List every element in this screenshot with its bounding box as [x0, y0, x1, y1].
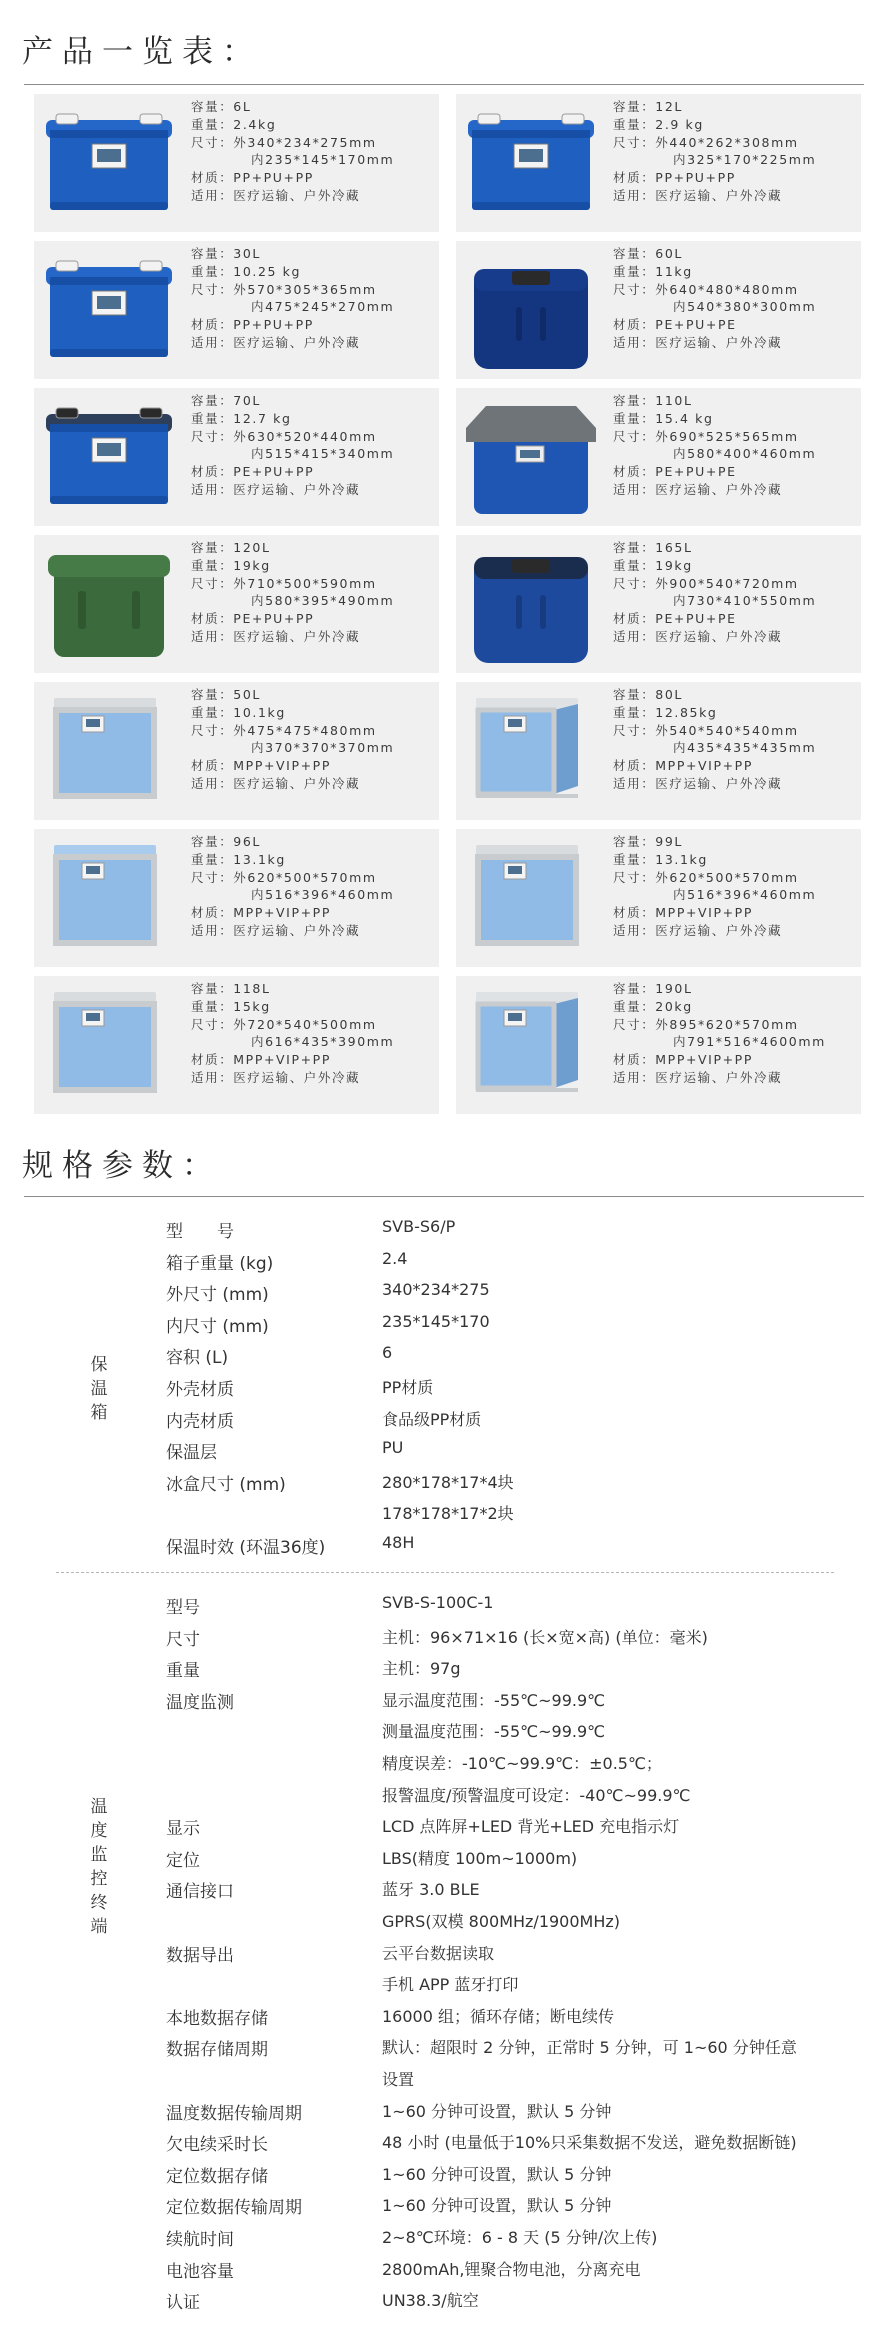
product-card: [34, 976, 439, 1114]
spec-capacity: 容量：118L: [191, 981, 271, 996]
product-spec-list: [191, 98, 394, 205]
spec-size-outer: 尺寸：外690*525*565mm: [613, 429, 799, 444]
spec-usage: 适用：医疗运输、户外冷藏: [613, 776, 783, 791]
spec-key: 欠电续采时长: [166, 2135, 268, 2156]
edge-tab: [0, 355, 30, 545]
spec-key: 尺寸: [166, 1629, 200, 1650]
spec-capacity: 容量：110L: [613, 393, 693, 408]
spec-size-outer: 尺寸：外640*480*480mm: [613, 282, 799, 297]
spec-material: 材质：PE+PU+PE: [613, 611, 737, 626]
spec-capacity: 容量：99L: [613, 834, 683, 849]
product-card: [34, 241, 439, 379]
spec-size-outer: 尺寸：外900*540*720mm: [613, 576, 799, 591]
spec-size-inner: 内516*396*460mm: [251, 887, 395, 902]
product-spec-list: [191, 539, 394, 646]
product-spec-list: [191, 833, 394, 940]
spec-key: 定位: [166, 1850, 200, 1871]
spec-weight: 重量：2.9 kg: [613, 117, 704, 132]
spec-key: 型号: [166, 1598, 200, 1618]
spec-key: 数据存储周期: [166, 2040, 268, 2061]
group-label-char: 监: [90, 1845, 108, 1865]
spec-value: 测量温度范围：-55℃~99.9℃: [382, 1722, 606, 1742]
spec-value: GPRS(双模 800MHz/1900MHz): [382, 1912, 621, 1931]
spec-value: 默认：超限时 2 分钟，正常时 5 分钟，可 1~60 分钟任意: [382, 2038, 797, 2058]
spec-capacity: 容量：50L: [191, 687, 261, 702]
spec-weight: 重量：15kg: [191, 999, 271, 1014]
spec-key: 显示: [166, 1819, 200, 1840]
spec-usage: 适用：医疗运输、户外冷藏: [191, 335, 361, 350]
spec-weight: 重量：13.1kg: [191, 852, 286, 867]
spec-size-inner: 内325*170*225mm: [673, 152, 817, 167]
spec-key: 本地数据存储: [166, 2008, 268, 2029]
spec-value: 1~60 分钟可设置，默认 5 分钟: [382, 2101, 612, 2121]
spec-value: 云平台数据读取: [382, 1943, 495, 1963]
spec-capacity: 容量：70L: [191, 393, 261, 408]
spec-key: 内壳材质: [166, 1411, 234, 1432]
product-card: [456, 94, 861, 232]
product-spec-list: [613, 392, 816, 499]
product-spec-list: [613, 833, 816, 940]
spec-value: 2.4: [382, 1248, 408, 1268]
cooler-box-image: [456, 829, 606, 967]
cooler-box-image: [34, 535, 184, 673]
cooler-box-image: [456, 241, 606, 379]
spec-value: 设置: [382, 2070, 415, 2089]
spec-key: 数据导出: [166, 1945, 234, 1966]
spec-value: 主机：96×71×16 (长×宽×高) (单位：毫米): [382, 1627, 708, 1647]
spec-capacity: 容量：96L: [191, 834, 261, 849]
spec-weight: 重量：20kg: [613, 999, 693, 1014]
spec-value: 340*234*275: [382, 1280, 490, 1300]
product-spec-list: [613, 245, 816, 352]
cooler-box-image: [34, 241, 184, 379]
spec-capacity: 容量：165L: [613, 540, 693, 555]
spec-size-inner: 内580*400*460mm: [673, 446, 817, 461]
spec-value: LBS(精度 100m~1000m): [382, 1848, 578, 1868]
spec-size-outer: 尺寸：外475*475*480mm: [191, 723, 377, 738]
group-label-char: 箱: [90, 1403, 108, 1423]
spec-value: 1~60 分钟可设置，默认 5 分钟: [382, 2164, 612, 2184]
cooler-box-image: [34, 94, 184, 232]
spec-usage: 适用：医疗运输、户外冷藏: [191, 188, 361, 203]
cooler-box-image: [34, 682, 184, 820]
spec-value: 235*145*170: [382, 1311, 490, 1331]
product-spec-list: [191, 245, 394, 352]
spec-material: 材质：MPP+VIP+PP: [613, 905, 753, 920]
spec-size-outer: 尺寸：外570*305*365mm: [191, 282, 377, 297]
spec-material: 材质：PP+PU+PP: [191, 317, 314, 332]
spec-usage: 适用：医疗运输、户外冷藏: [613, 923, 783, 938]
product-card: [34, 682, 439, 820]
spec-size-outer: 尺寸：外340*234*275mm: [191, 135, 377, 150]
spec-size-inner: 内580*395*490mm: [251, 593, 395, 608]
product-card: [456, 976, 861, 1114]
spec-value: 食品级PP材质: [382, 1409, 482, 1429]
spec-material: 材质：PP+PU+PP: [613, 170, 736, 185]
spec-weight: 重量：11kg: [613, 264, 693, 279]
spec-key: 电池容量: [166, 2261, 234, 2282]
product-card: [456, 388, 861, 526]
spec-material: 材质：MPP+VIP+PP: [191, 758, 331, 773]
cooler-box-image: [34, 388, 184, 526]
spec-weight: 重量：19kg: [191, 558, 271, 573]
cooler-box-image: [34, 976, 184, 1114]
spec-value: LCD 点阵屏+LED 背光+LED 充电指示灯: [382, 1817, 680, 1837]
spec-key: 型 号: [166, 1222, 234, 1242]
spec-usage: 适用：医疗运输、户外冷藏: [613, 629, 783, 644]
spec-size-outer: 尺寸：外620*500*570mm: [191, 870, 377, 885]
spec-value: 16000 组；循环存储；断电续传: [382, 2006, 614, 2026]
spec-value: 2800mAh,锂聚合物电池，分离充电: [382, 2259, 641, 2279]
spec-key: 外壳材质: [166, 1380, 234, 1400]
spec-size-inner: 内435*435*435mm: [673, 740, 817, 755]
spec-size-inner: 内515*415*340mm: [251, 446, 395, 461]
spec-value: 精度误差：-10℃~99.9℃：±0.5℃；: [382, 1754, 662, 1773]
spec-key: 定位数据传输周期: [166, 2198, 302, 2219]
spec-value: 手机 APP 蓝牙打印: [382, 1975, 519, 1995]
spec-value: UN38.3/航空: [382, 2291, 479, 2311]
spec-usage: 适用：医疗运输、户外冷藏: [191, 1070, 361, 1085]
spec-size-inner: 内370*370*370mm: [251, 740, 395, 755]
product-spec-list: [613, 98, 816, 205]
spec-key: 容积 (L): [166, 1348, 229, 1369]
spec-weight: 重量：2.4kg: [191, 117, 277, 132]
spec-value: PP材质: [382, 1378, 434, 1397]
box-group-label: [84, 1353, 114, 1425]
spec-material: 材质：PP+PU+PP: [191, 170, 314, 185]
product-spec-list: [613, 980, 826, 1087]
spec-usage: 适用：医疗运输、户外冷藏: [613, 482, 783, 497]
product-spec-list: [613, 686, 816, 793]
group-label-char: 端: [90, 1917, 108, 1937]
spec-value: 1~60 分钟可设置，默认 5 分钟: [382, 2196, 612, 2216]
group-label-char: 度: [90, 1821, 108, 1841]
spec-usage: 适用：医疗运输、户外冷藏: [613, 335, 783, 350]
spec-value: 主机：97g: [382, 1659, 461, 1679]
spec-usage: 适用：医疗运输、户外冷藏: [613, 188, 783, 203]
monitor-group-label: [84, 1795, 114, 1939]
spec-capacity: 容量：60L: [613, 246, 683, 261]
spec-material: 材质：MPP+VIP+PP: [191, 905, 331, 920]
spec-value: SVB-S6/P: [382, 1217, 456, 1236]
spec-usage: 适用：医疗运输、户外冷藏: [191, 629, 361, 644]
spec-size-outer: 尺寸：外720*540*500mm: [191, 1017, 377, 1032]
spec-size-inner: 内475*245*270mm: [251, 299, 395, 314]
spec-key: 定位数据存储: [166, 2166, 268, 2187]
group-label-char: 温: [90, 1379, 108, 1399]
product-card: [456, 241, 861, 379]
spec-key: 保温层: [166, 1443, 217, 1464]
product-spec-list: [191, 980, 394, 1087]
spec-size-inner: 内516*396*460mm: [673, 887, 817, 902]
spec-value: 48H: [382, 1533, 415, 1552]
spec-capacity: 容量：120L: [191, 540, 271, 555]
group-divider: [56, 1572, 834, 1573]
spec-key: 箱子重量 (kg): [166, 1253, 274, 1274]
spec-material: 材质：PE+PU+PP: [191, 611, 315, 626]
product-card: [34, 94, 439, 232]
spec-weight: 重量：12.7 kg: [191, 411, 292, 426]
spec-usage: 适用：医疗运输、户外冷藏: [613, 1070, 783, 1085]
cooler-box-image: [456, 976, 606, 1114]
spec-size-outer: 尺寸：外710*500*590mm: [191, 576, 377, 591]
cooler-box-image: [456, 535, 606, 673]
spec-value: PU: [382, 1438, 404, 1458]
spec-key: 认证: [166, 2293, 200, 2314]
product-spec-list: [191, 686, 394, 793]
spec-capacity: 容量：6L: [191, 99, 252, 114]
spec-capacity: 容量：30L: [191, 246, 261, 261]
spec-value: 显示温度范围：-55℃~99.9℃: [382, 1690, 606, 1710]
spec-key: 重量: [166, 1661, 200, 1682]
spec-size-outer: 尺寸：外440*262*308mm: [613, 135, 799, 150]
spec-value: SVB-S-100C-1: [382, 1593, 494, 1612]
spec-material: 材质：PE+PU+PP: [191, 464, 315, 479]
spec-material: 材质：MPP+VIP+PP: [613, 1052, 753, 1067]
product-spec-list: [613, 539, 816, 646]
spec-key: 通信接口: [166, 1882, 234, 1903]
cooler-box-image: [456, 94, 606, 232]
spec-weight: 重量：19kg: [613, 558, 693, 573]
spec-key: 外尺寸 (mm): [166, 1285, 269, 1306]
spec-size-outer: 尺寸：外620*500*570mm: [613, 870, 799, 885]
spec-usage: 适用：医疗运输、户外冷藏: [191, 923, 361, 938]
products-title-rule: [24, 84, 864, 85]
spec-usage: 适用：医疗运输、户外冷藏: [191, 482, 361, 497]
group-label-char: 控: [90, 1869, 108, 1889]
product-card: [456, 535, 861, 673]
specs-title-rule: [24, 1196, 864, 1197]
spec-material: 材质：MPP+VIP+PP: [191, 1052, 331, 1067]
spec-material: 材质：PE+PU+PE: [613, 317, 737, 332]
spec-capacity: 容量：80L: [613, 687, 683, 702]
spec-size-inner: 内235*145*170mm: [251, 152, 395, 167]
spec-key: 冰盒尺寸 (mm): [166, 1474, 286, 1495]
spec-size-outer: 尺寸：外630*520*440mm: [191, 429, 377, 444]
spec-weight: 重量：10.1kg: [191, 705, 286, 720]
spec-capacity: 容量：12L: [613, 99, 683, 114]
spec-value: 报警温度/预警温度可设定：-40℃~99.9℃: [382, 1785, 691, 1805]
cooler-box-image: [34, 829, 184, 967]
spec-material: 材质：MPP+VIP+PP: [613, 758, 753, 773]
group-label-char: 温: [90, 1797, 108, 1817]
product-card: [34, 829, 439, 967]
spec-size-inner: 内540*380*300mm: [673, 299, 817, 314]
spec-material: 材质：PE+PU+PE: [613, 464, 737, 479]
product-card: [456, 829, 861, 967]
spec-weight: 重量：15.4 kg: [613, 411, 714, 426]
group-label-char: 终: [90, 1893, 108, 1913]
product-card: [456, 682, 861, 820]
spec-capacity: 容量：190L: [613, 981, 693, 996]
spec-value: 蓝牙 3.0 BLE: [382, 1880, 480, 1900]
product-card: [34, 388, 439, 526]
spec-weight: 重量：10.25 kg: [191, 264, 302, 279]
products-section-title: 产品一览表：: [22, 34, 262, 70]
spec-value: 178*178*17*2块: [382, 1504, 514, 1524]
spec-key: 内尺寸 (mm): [166, 1316, 269, 1337]
spec-weight: 重量：13.1kg: [613, 852, 708, 867]
product-card: [34, 535, 439, 673]
spec-value: 6: [382, 1343, 393, 1363]
spec-weight: 重量：12.85kg: [613, 705, 718, 720]
spec-key: 续航时间: [166, 2230, 234, 2250]
spec-value: 48 小时 (电量低于10%只采集数据不发送，避免数据断链): [382, 2133, 797, 2153]
spec-size-inner: 内730*410*550mm: [673, 593, 817, 608]
spec-key: 温度数据传输周期: [166, 2103, 302, 2124]
spec-key: 保温时效 (环温36度): [166, 1538, 326, 1558]
spec-size-inner: 内791*516*4600mm: [673, 1034, 826, 1049]
spec-key: 温度监测: [166, 1692, 234, 1713]
spec-value: 280*178*17*4块: [382, 1472, 514, 1492]
product-spec-list: [191, 392, 394, 499]
group-label-char: 保: [90, 1355, 108, 1375]
spec-value: 2~8℃环境：6 - 8 天 (5 分钟/次上传): [382, 2228, 658, 2247]
spec-usage: 适用：医疗运输、户外冷藏: [191, 776, 361, 791]
cooler-box-image: [456, 388, 606, 526]
spec-size-inner: 内616*435*390mm: [251, 1034, 395, 1049]
spec-size-outer: 尺寸：外895*620*570mm: [613, 1017, 799, 1032]
spec-size-outer: 尺寸：外540*540*540mm: [613, 723, 799, 738]
cooler-box-image: [456, 682, 606, 820]
specs-section-title: 规格参数：: [22, 1148, 222, 1184]
